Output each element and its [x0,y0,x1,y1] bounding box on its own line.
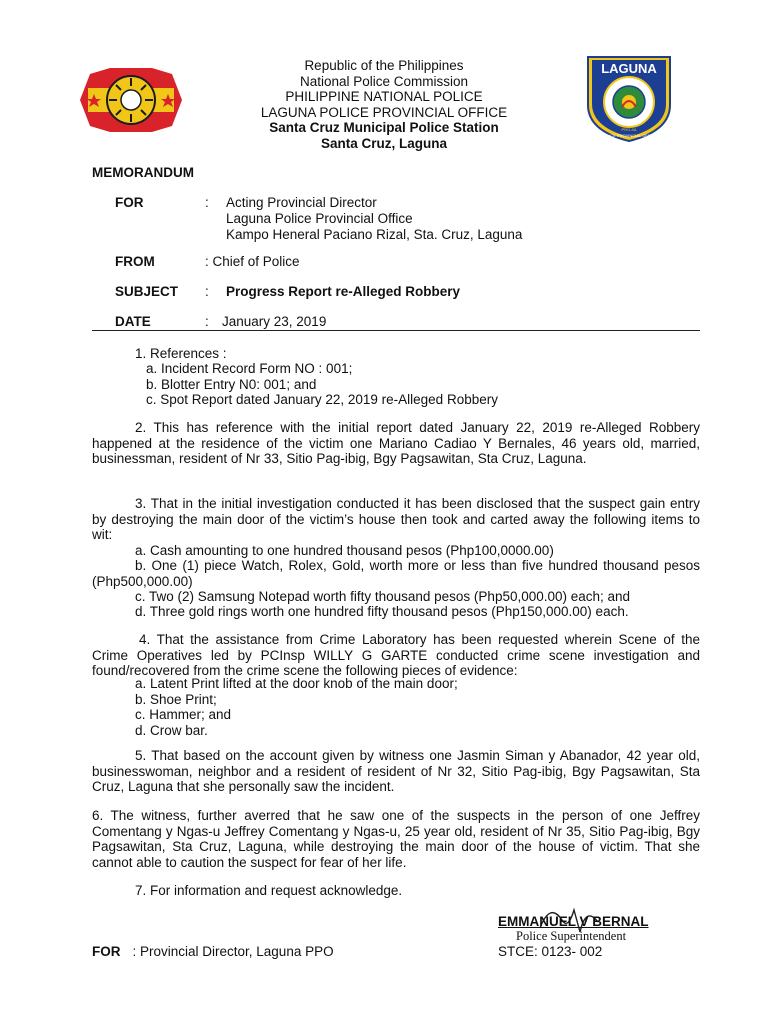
footer-for [92,944,334,959]
stolen-item: b. One (1) piece Watch, Rolex, Gold, worth more or less than five hundred thousand pesos (Php500,000.00) [92,558,700,589]
letterhead-line: PHILIPPINE NATIONAL POLICE [285,89,483,104]
letterhead-line: Republic of the Philippines [304,58,464,73]
letterhead-station: Santa Cruz Municipal Police Station [269,120,499,135]
for-label: FOR [115,195,144,210]
date-separator: : [205,314,209,329]
date-value: January 23, 2019 [222,314,327,329]
paragraph-4: 4. That the assistance from Crime Laboratory has been requested wherein Scene of the Crime Operatives led by PCInsp WILLY G GARTE conducted crime scene investigation and found/recovered from the crime scene the following pieces of evidence: [92,632,700,679]
paragraph-7: 7. For information and request acknowledge. [135,883,403,898]
evidence-list [135,676,458,738]
for-recipient [226,195,522,243]
letterhead [0,58,768,151]
memo-title: MEMORANDUM [92,165,194,180]
stolen-item: c. Two (2) Samsung Notepad worth fifty thousand pesos (Php50,000.00) each; and [135,589,631,604]
footer-stce: STCE: 0123- 002 [498,944,603,959]
letterhead-line: National Police Commission [299,73,469,89]
evidence-item: c. Hammer; and [135,707,232,723]
paragraph-6: 6. The witness, further averred that he saw one of the suspects in the person of one Jeffrey Comentang y Ngas-u Jeffrey Comentang y Ngas-u, 25 year old, resident of Nr 35, Sitio Pag-ibig, Bgy Pagsawitan, Sta Cruz, Laguna, while destroying the main door of the house of victim. That she cannot able to caution the suspect for fear of her life. [92,808,700,870]
reference-item: c. Spot Report dated January 22, 2019 re-Alleged Robbery [146,392,498,408]
stolen-item: a. Cash amounting to one hundred thousand pesos (Php100,0000.00) [135,543,554,558]
signatory-name: EMMANUEL V BERNAL [498,914,649,929]
seal-ring-text: POLICE PROVINCIAL OFFICE [601,133,657,138]
for-line: Acting Provincial Director [226,195,377,210]
letterhead-line: LAGUNA POLICE PROVINCIAL OFFICE [260,104,508,120]
reference-item: a. Incident Record Form NO : 001; [146,361,353,376]
date-label: DATE [115,314,151,329]
paragraph-3: 3. That in the initial investigation conducted it has been disclosed that the suspect gain entry by destroying the main door of the victim’s house then took and carted away the following items to wit: [92,496,700,543]
evidence-item: d. Crow bar. [135,722,208,738]
subject-separator: : [205,284,209,299]
signatory-rank: Police Superintendent [516,929,627,943]
subject-value: Progress Report re-Alleged Robbery [226,284,461,299]
paragraph-5: 5. That based on the account given by witness one Jasmin Siman y Abanador, 42 year old, businesswoman, neighbor and a resident of resident of Nr 32, Sitio Pag-ibig, Bgy Pagsawitan, Sta Cruz, Laguna that she personally saw the incident. [92,748,700,795]
letterhead-location: Santa Cruz, Laguna [320,135,447,151]
reference-item: b. Blotter Entry N0: 001; and [146,376,317,392]
paragraph-2: 2. This has reference with the initial report dated January 22, 2019 re-Alleged Robbery happened at the residence of the victim one Mariano Cadiao Y Bernales, 46 years old, married, businessman, resident of Nr 33, Sitio Pag-ibig, Bgy Pagsawitan, Sta Cruz, Laguna. [92,420,700,467]
seal-banner-text: LAGUNA [601,61,657,76]
references-title: 1. References : [135,346,227,361]
for-separator: : [205,195,209,210]
evidence-item: a. Latent Print lifted at the door knob of the main door; [135,676,458,691]
for-line: Kampo Heneral Paciano Rizal, Sta. Cruz, Laguna [226,227,523,242]
for-line: Laguna Police Provincial Office [226,211,413,226]
subject-label: SUBJECT [115,284,179,299]
evidence-item: b. Shoe Print; [135,691,217,707]
from-label: FROM [115,254,155,269]
from-value: : Chief of Police [205,254,300,269]
header-divider [92,330,700,331]
references-list [146,361,498,408]
footer-for-label: FOR [92,944,121,959]
seal-small-text: PRO-4A [621,127,637,132]
stolen-item: d. Three gold rings worth one hundred fifty thousand pesos (Php150,000.00) each. [135,604,629,619]
footer-for-value: : Provincial Director, Laguna PPO [132,944,334,959]
paragraph-3-items [92,543,700,559]
